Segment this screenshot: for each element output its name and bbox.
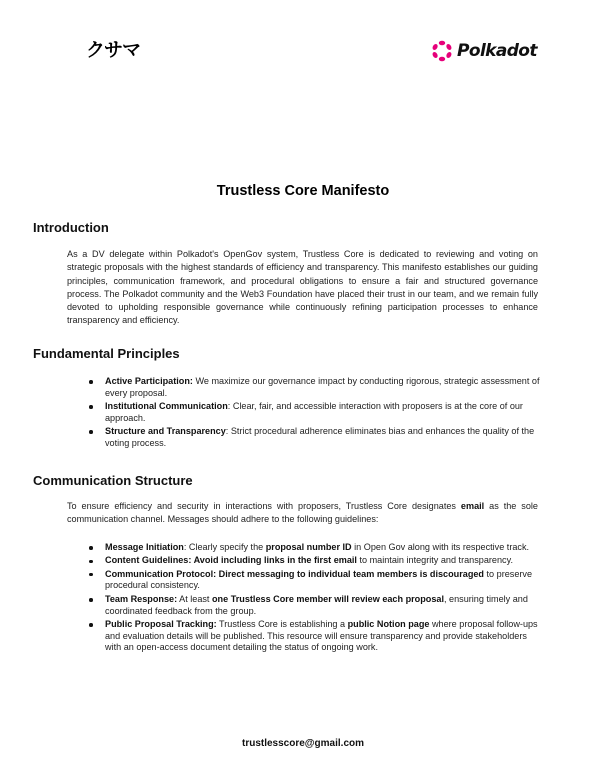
item-label: Content Guidelines: Avoid including links in the first email [105,555,357,566]
polkadot-ring-icon [431,40,453,62]
list-item [105,555,545,567]
item-text: Trustless Core is establishing a [216,618,348,629]
item-text: where proposal follow-ups and evaluation details will be published. This resource will ensure transparency and provide stakeholders with an open-access document detailing the status of ongoing work. [105,618,538,653]
intro-bold: email [460,501,485,511]
heading-fundamental-principles: Fundamental Principles [33,346,180,361]
list-item [105,376,545,399]
kusama-logo: クサマ [86,39,141,61]
intro-text: To ensure efficiency and security in interactions with proposers, Trustless Core designates [67,501,461,511]
heading-communication-structure: Communication Structure [33,473,193,488]
item-text: At least [177,593,212,604]
item-label: Active Participation: [105,376,193,386]
item-label: Message Initiation [105,542,184,552]
item-text: : Strict procedural adherence eliminates bias and enhances the quality of the voting process. [105,426,535,448]
intro-text: as the sole communication channel. Messages should adhere to the following guidelines: [67,501,538,524]
item-emphasis: proposal number ID [265,542,352,552]
item-text: : Clearly specify the [183,542,266,552]
document-title: Trustless Core Manifesto [216,183,390,199]
polkadot-logo [431,40,537,62]
principles-list [105,376,545,451]
list-item [105,426,545,449]
list-item [105,569,545,592]
item-label: Institutional Communication [105,401,228,412]
polkadot-wordmark: Polkadot [457,41,537,61]
list-item [105,594,545,617]
item-label: Communication Protocol: Direct messaging to individual team members is discouraged [105,568,484,579]
list-item [105,619,545,654]
communication-guidelines-list [105,542,545,656]
introduction-paragraph: As a DV delegate within Polkadot's OpenGov system, Trustless Core is dedicated to reviewing and voting on strategic proposals with the highest standards of efficiency and transparency. This manifesto establishes our guiding principles, communication framework, and procedural obligations to ensure a fair and structured governance process. The Polkadot community and the Web3 Foundation have placed their trust in our team, and we remain fully devoted to upholding responsible governance while continuously refining participation processes to enhance transparency and efficiency. [67,249,538,326]
item-text: : Clear, fair, and accessible interaction with proposers is at the core of our approach. [105,401,523,423]
list-item [105,542,545,554]
heading-introduction: Introduction [33,220,109,235]
communication-intro [67,500,538,526]
contact-email[interactable]: trustlesscore@gmail.com [241,738,365,749]
item-text: to maintain integrity and transparency. [356,555,513,566]
item-text: to preserve procedural consistency. [105,568,533,591]
item-label: Structure and Transparency [105,426,226,437]
item-text: We maximize our governance impact by conducting rigorous, strategic assessment of every proposal. [105,376,540,398]
item-label: Team Response: [105,593,178,604]
list-item [105,401,545,424]
item-text: in Open Gov along with its respective track. [351,542,530,552]
item-emphasis: public Notion page [347,618,430,629]
item-label: Public Proposal Tracking: [105,618,217,629]
item-text: , ensuring timely and coordinated feedback from the group. [105,593,528,616]
item-emphasis: one Trustless Core member will review each proposal [212,593,444,604]
